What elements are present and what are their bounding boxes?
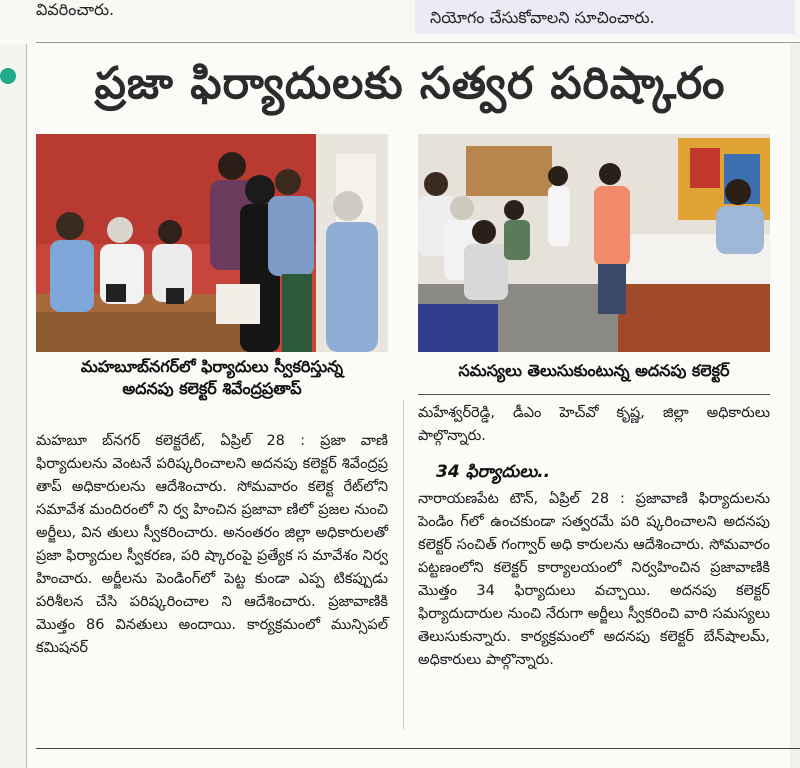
circle-icon	[0, 68, 16, 84]
column-divider	[403, 400, 404, 730]
article-body-right-continuation: మహేశ్వర్‌రెడ్డి, డీఎం హెచ్‌వో కృష్ణ, జిల్లా అధికారులు పాల్గొన్నారు.	[418, 405, 770, 444]
photo-collectorate-meeting	[36, 134, 388, 352]
photo-left-caption-line2: అదనపు కలెక్టర్ శివేంద్రప్రతాప్	[122, 379, 302, 398]
photo-left-caption	[36, 356, 388, 400]
adjacent-column-margin	[0, 44, 27, 768]
right-edge	[790, 44, 800, 768]
caption-divider	[418, 394, 770, 395]
bottom-divider	[36, 748, 800, 749]
previous-article-right-fragment: నియోగం చేసుకోవాలని సూచించారు.	[430, 8, 655, 27]
photo-left-caption-line1: మహబూబ్‌నగర్‌లో ఫిర్యాదులు స్వీకరిస్తున్న	[80, 357, 344, 376]
top-divider	[36, 42, 800, 43]
photo-grievance-hall	[418, 134, 770, 352]
subheading: 34 ఫిర్యాదులు..	[436, 462, 551, 482]
previous-article-left-fragment: వివరించారు.	[36, 0, 115, 19]
headline: ప్రజా ఫిర్యాదులకు సత్వర పరిష్కారం	[94, 58, 726, 109]
photo-right-caption: సమస్యలు తెలుసుకుంటున్న అదనపు కలెక్టర్	[458, 361, 730, 380]
photo-grievance-hall-illustration	[418, 134, 770, 352]
photo-collectorate-meeting-illustration	[36, 134, 388, 352]
article-body-right: నారాయణపేట టౌన్, ఏప్రిల్ 28 : ప్రజావాణి ఫిర్యాదులను పెండిం గ్‌లో ఉంచకుండా సత్వరమే పరి ష్కరించాలని అదనపు కలెక్టర్ సంచిత్ గంగ్వార్ అధి కారులను ఆదేశించారు. సోమవారం పట్టణంలోని కలెక్టర్ కార్యాలయంలో నిర్వహించిన ప్రజావాణికి మొత్తం 34 ఫిర్యాదులు వచ్చాయి. అదనపు కలెక్టర్ ఫిర్యాదుదారుల నుంచి నేరుగా అర్జీలు స్వీకరించి వారి సమస్యలు తెలుసుకున్నారు. కార్యక్రమంలో అదనపు కలెక్టర్ బేన్‌షాలమ్, అధికారులు పాల్గొన్నారు.	[418, 491, 770, 668]
article-body-left: మహబూ బ్‌నగర్ కలెక్టరేట్, ఏప్రిల్ 28 : ప్రజా వాణి ఫిర్యాదులను వెంటనే పరిష్కరించాలని అదనపు కలెక్టర్ శివేంద్రప్ర తాప్ అధికారులను ఆదేశించారు. సోమవారం కలెక్ట రేట్‌లోని సమావేశ మందిరంలో ని ర్వ హించిన ప్రజావా ణిలో ప్రజల నుంచి అర్జీలు, విన తులు స్వీకరించారు. అనంతరం జిల్లా అధికారులతో ప్రజా ఫిర్యాదుల స్వీకరణ, పరి ష్కారంపై ప్రత్యేక స మావేశం నిర్వ హించారు. అర్జీలను పెండింగ్‌లో పెట్ట కుండా ఎప్ప టికప్పుడు పరిశీలన చేసి పరిష్కరించాల ని ఆదేశించారు. ప్రజావాణికి మొత్తం 86 వినతులు అందాయి. కార్యక్రమంలో మున్సిపల్ కమిషనర్	[36, 433, 388, 656]
